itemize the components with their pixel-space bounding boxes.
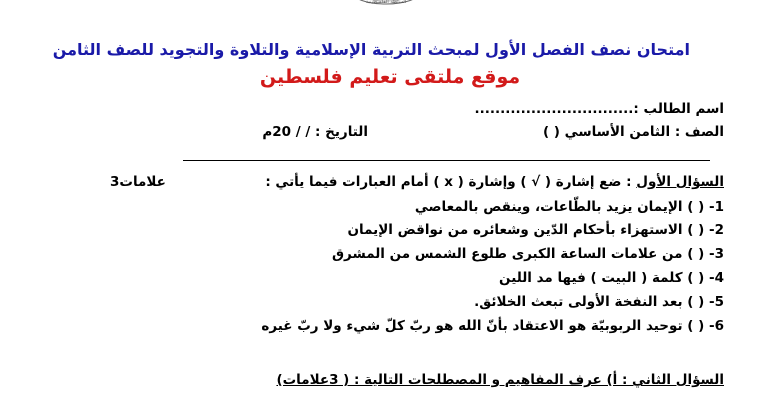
list-item: 5- ( ) بعد النفخة الأولى تبعث الخلائق. [474, 294, 724, 310]
question1-instruction: : ضع إشارة ( √ ) وإشارة ( x ) أمام العبارات فيما يأتي : [265, 174, 632, 190]
divider [183, 160, 710, 161]
student-name-field: اسم الطالب :............................... [474, 101, 724, 117]
authority-logo [350, 0, 422, 8]
list-item: 6- ( ) توحيد الربوبيّة هو الاعتقاد بأنّ الله هو ربّ كلّ شيء ولا ربّ غيره [261, 318, 724, 334]
list-item: 2- ( ) الاستهزاء بأحكام الدّين وشعائره من نواقض الإيمان [347, 222, 724, 238]
list-item: 3- ( ) من علامات الساعة الكبرى طلوع الشمس من المشرق [331, 246, 724, 262]
question1-marks: 3علامات [110, 174, 166, 190]
grade-field: الصف : الثامن الأساسي ( ) [542, 124, 724, 140]
list-item: 4- ( ) كلمة ( البيت ) فيها مد اللين [499, 270, 724, 286]
exam-title: امتحان نصف الفصل الأول لمبحث التربية الإسلامية والتلاوة والتجويد للصف الثامن [52, 40, 690, 59]
question1-header [265, 174, 724, 190]
question1-heading: السؤال الأول [636, 174, 724, 190]
logo-text: السلطة الفلسطينية [365, 0, 407, 5]
site-subtitle: موقع ملتقى تعليم فلسطين [259, 66, 521, 88]
date-field: التاريخ : / / 20م [262, 124, 368, 140]
question2-heading: السؤال الثاني : أ) عرف المفاهيم و المصطلحات التالية : ( 3علامات) [276, 372, 724, 388]
list-item: 1- ( ) الإيمان يزيد بالطّاعات، وينقص بالمعاصي [414, 199, 724, 215]
